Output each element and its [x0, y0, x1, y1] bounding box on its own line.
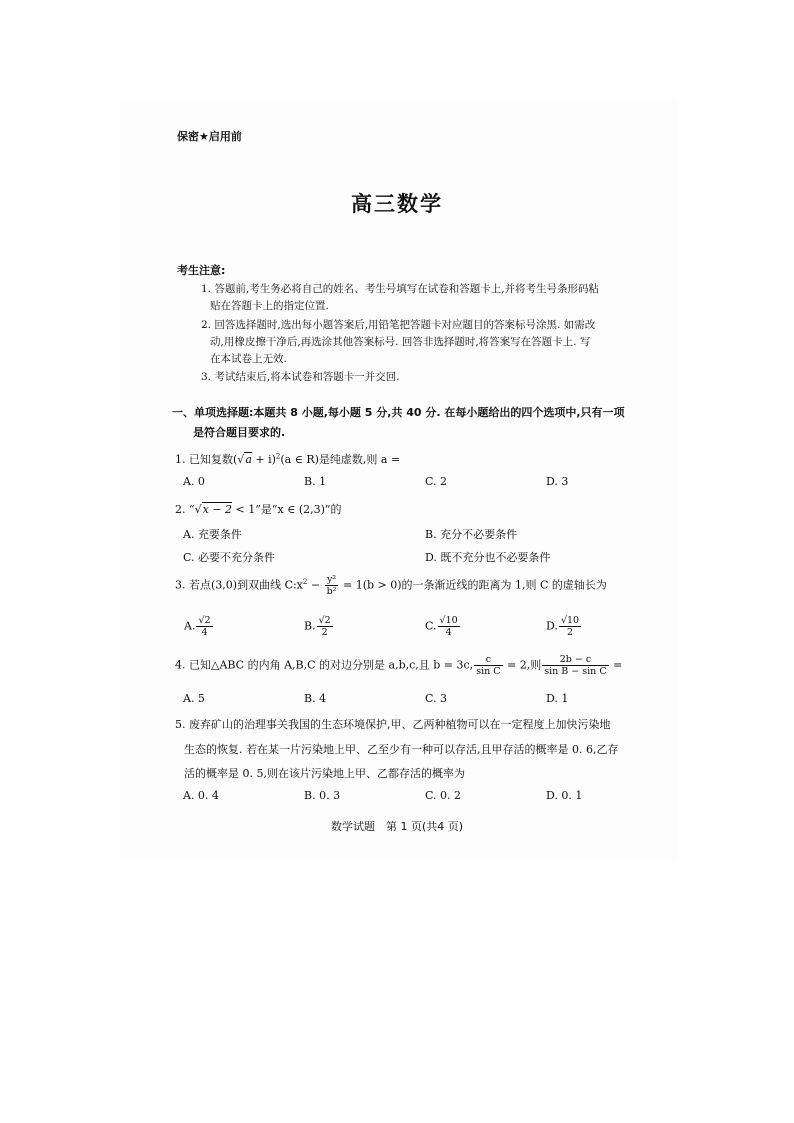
- q4-option-a: A. 5: [183, 692, 205, 705]
- q3-minus: −: [307, 578, 324, 592]
- notice-line: 在本试卷上无效.: [210, 353, 287, 365]
- q1-pre: 1. 已知复数(: [175, 453, 238, 466]
- notice-line: 贴在答题卡上的指定位置.: [210, 300, 329, 312]
- q5-option-b: B. 0. 3: [304, 789, 341, 802]
- q1-cond: (a ∈ R)是纯虚数,则 a =: [280, 453, 401, 466]
- q3-option-d: [546, 615, 582, 638]
- q3-option-b: [304, 615, 334, 638]
- q2-option-c: C. 必要不充分条件: [183, 551, 276, 564]
- q3-a-label: A.: [184, 619, 196, 633]
- q3-d-label: D.: [546, 619, 558, 633]
- section-heading: 一、单项选择题:本题共 8 小题,每小题 5 分,共 40 分. 在每小题给出的四个选项中,只有一项: [172, 406, 625, 419]
- q3-c-label: C.: [425, 619, 437, 633]
- question-4-stem: [175, 654, 622, 677]
- question-5-line: 5. 废弃矿山的治理事关我国的生态环境保护,甲、乙两种植物可以在一定程度上加快污染地: [175, 718, 611, 731]
- q3-b-num: √2: [318, 615, 331, 626]
- q3-b-label: B.: [304, 619, 316, 633]
- q4-option-c: C. 3: [425, 692, 448, 705]
- q5-option-c: C. 0. 2: [425, 789, 462, 802]
- q5-option-a: A. 0. 4: [183, 789, 219, 802]
- q3-d-num: √10: [560, 615, 580, 626]
- question-3-stem: [175, 574, 607, 597]
- notice-line: 2. 回答选择题时,选出每小题答案后,用铅笔把答题卡对应题目的答案标号涂黑. 如需改: [201, 319, 596, 331]
- q2-root: x − 2: [202, 503, 233, 516]
- notice-line: 1. 答题前,考生务必将自己的姓名、考生号填写在试卷和答题卡上,并将考生号条形码粘: [201, 283, 600, 295]
- q2-option-a: A. 充要条件: [183, 528, 242, 541]
- q3-a-num: √2: [198, 615, 211, 626]
- q5-option-d: D. 0. 1: [546, 789, 583, 802]
- q4-fraction-2: [542, 654, 608, 677]
- q3-c-num: √10: [439, 615, 458, 626]
- q4-post: =: [609, 658, 623, 672]
- notice-line: 3. 考试结束后,将本试卷和答题卡一并交回.: [201, 371, 400, 383]
- q3-frac-den: b²: [326, 586, 337, 597]
- q3-post: = 1(b > 0)的一条渐近线的距离为 1,则 C 的虚轴长为: [339, 578, 607, 592]
- sqrt-icon: √: [237, 453, 245, 466]
- q3-pre: 3. 若点(3,0)到双曲线 C:x: [175, 578, 303, 592]
- q3-b-den: 2: [321, 627, 328, 638]
- q1-option-c: C. 2: [425, 475, 448, 488]
- notice-line: 动,用橡皮擦干净后,再选涂其他答案标号. 回答非选择题时,将答案写在答题卡上. 写: [210, 336, 591, 348]
- confidential-label: 保密★启用前: [177, 130, 242, 143]
- q4-option-b: B. 4: [304, 692, 327, 705]
- q4-f2-num: 2b − c: [542, 654, 608, 666]
- question-1-stem: [175, 451, 400, 467]
- question-5-line: 生态的恢复. 若在某一片污染地上甲、乙至少有一种可以存活,且甲存活的概率是 0. 6,乙存: [184, 743, 619, 756]
- question-2-stem: [175, 501, 342, 517]
- sqrt-icon: √: [194, 503, 202, 516]
- q4-f1-num: c: [474, 654, 502, 666]
- q3-fraction: [325, 574, 339, 597]
- question-5-line: 活的概率是 0. 5,则在该片污染地上甲、乙都存活的概率为: [184, 767, 465, 780]
- q4-f2-den: sin B − sin C: [544, 666, 607, 677]
- q3-frac-num: y²: [325, 574, 339, 586]
- q2-option-d: D. 既不充分也不必要条件: [425, 551, 551, 564]
- q4-option-d: D. 1: [546, 692, 569, 705]
- q3-sup: 2: [302, 577, 308, 586]
- q1-mid: + i): [251, 453, 276, 466]
- page-footer: 数学试题 第 1 页(共4 页): [330, 820, 464, 833]
- q1-option-b: B. 1: [304, 475, 327, 488]
- q3-a-den: 4: [201, 627, 208, 638]
- section-heading-cont: 是符合题目要求的.: [193, 426, 286, 439]
- q2-pre: 2. “: [175, 503, 195, 516]
- exam-title: 高三数学: [351, 192, 443, 216]
- q3-c-den: 4: [445, 627, 452, 638]
- q1-option-a: A. 0: [183, 475, 205, 488]
- q2-option-b: B. 充分不必要条件: [425, 528, 518, 541]
- q4-pre: 4. 已知△ABC 的内角 A,B,C 的对边分别是 a,b,c,且 b = 3c,: [175, 658, 474, 672]
- q2-post: < 1”是“x ∈ (2,3)”的: [232, 503, 342, 516]
- q3-option-a: [184, 615, 214, 638]
- q1-sup: 2: [275, 452, 281, 461]
- notice-heading: 考生注意:: [177, 264, 226, 277]
- q1-root: a: [245, 453, 252, 466]
- q4-fraction-1: [474, 654, 502, 677]
- q4-f1-den: sin C: [476, 666, 501, 677]
- q4-mid: = 2,则: [503, 658, 542, 672]
- q3-d-den: 2: [566, 627, 574, 638]
- q1-option-d: D. 3: [546, 475, 569, 488]
- q3-option-c: [425, 615, 461, 638]
